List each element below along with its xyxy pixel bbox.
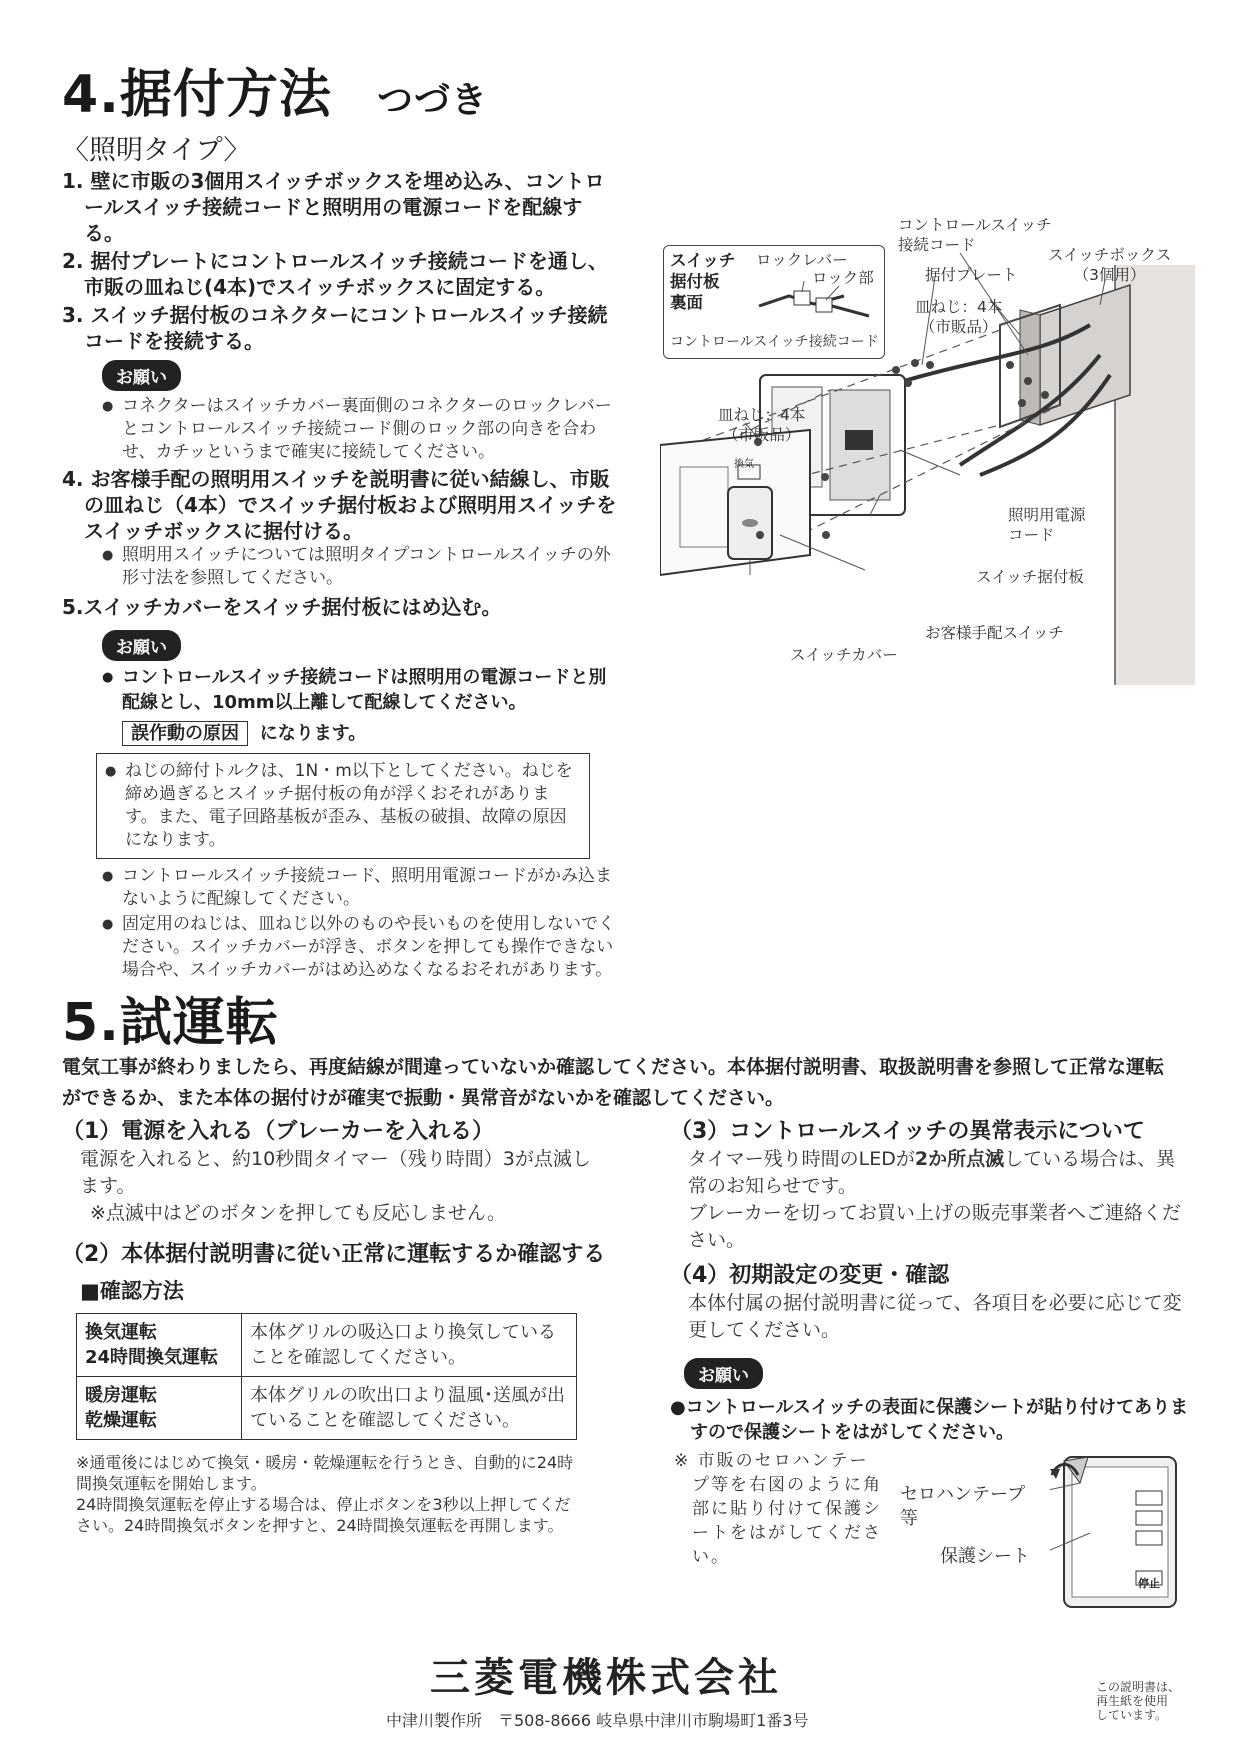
- section4-title-text: 4.据付方法: [62, 65, 332, 125]
- pinch-note: ● コントロールスイッチ接続コード、照明用電源コードがかみ込まないように配線してください。: [102, 865, 622, 911]
- power-on-body: 電源を入れると、約10秒間タイマー（残り時間）3が点滅します。: [80, 1148, 591, 1197]
- install-steps: [62, 168, 622, 982]
- inset-cord-label: コントロールスイッチ接続コード: [670, 334, 879, 350]
- connector-note: ● コネクターはスイッチカバー裏面側のコネクターのロックレバーとコントロールスイッチ接続コード側のロック部の向きを合わせ、カチッというまで確実に接続してください。: [102, 395, 622, 464]
- stop-label: 停止: [1138, 1577, 1160, 1590]
- light-cord-label: 照明用電源 コード: [1008, 506, 1086, 544]
- initial-settings-heading: （4）初期設定の変更・確認: [670, 1263, 950, 1288]
- malfunction-box: 誤作動の原因: [122, 721, 248, 746]
- switch-box-label: スイッチボックス （3個用）: [1048, 246, 1172, 284]
- section4-title: [62, 52, 488, 127]
- request-badge-3-wrap: [684, 1358, 1190, 1389]
- cover-mini-labels: [734, 459, 754, 471]
- request-badge: お願い: [102, 630, 181, 661]
- lighting-switch-note: ● 照明用スイッチについては照明タイプコントロールスイッチの外形寸法を参照してください。: [102, 544, 622, 590]
- request-badge: お願い: [102, 360, 181, 391]
- request-badge-2-wrap: [102, 630, 622, 661]
- table-row: [77, 1377, 577, 1440]
- lighting-type-subtitle: 〈照明タイプ〉: [62, 135, 251, 166]
- section5-title: 5.試運転: [62, 993, 279, 1053]
- mode-cell: 換気運転 24時間換気運転: [77, 1314, 242, 1377]
- test-run-left-column: [62, 1118, 606, 1536]
- mini-label-ventilation: 換気: [734, 459, 754, 470]
- step-5: 5.スイッチカバーをスイッチ据付板にはめ込む。: [62, 595, 502, 619]
- error-contact-body: ブレーカーを切ってお買い上げの販売事業者へご連絡ください。: [688, 1202, 1181, 1251]
- control-cord-label: コントロールスイッチ 接続コード: [898, 216, 1052, 254]
- protect-sheet-label: 保護シート: [940, 1546, 1030, 1567]
- lock-part-label: ロック部: [812, 269, 874, 287]
- check-method-table: [76, 1313, 577, 1440]
- step-2: 2. 据付プレートにコントロールスイッチ接続コードを通し、市販の皿ねじ(4本)でスイッチボックスに固定する。: [62, 249, 608, 299]
- section4-title-suffix: つづき: [377, 80, 489, 121]
- customer-switch-label: お客様手配スイッチ: [925, 624, 1064, 642]
- malfunction-line: [122, 719, 622, 745]
- inset-title: スイッチ 据付板 裏面: [670, 251, 736, 312]
- error-display-heading: （3）コントロールスイッチの異常表示について: [670, 1119, 1145, 1144]
- mount-plate-label: スイッチ据付板: [976, 568, 1084, 586]
- recycled-paper-note: この説明書は、 再生紙を使用 しています。: [1096, 1680, 1181, 1722]
- request-badge: お願い: [684, 1358, 763, 1389]
- torque-warning-box: [96, 753, 590, 859]
- lock-lever-label: ロックレバー: [756, 251, 848, 269]
- step-4: 4. お客様手配の照明用スイッチを説明書に従い結線し、市販の皿ねじ（4本）でスイッチ据付板および照明用スイッチをスイッチボックスに据付ける。: [62, 467, 617, 543]
- tape-area: [670, 1449, 1190, 1639]
- company-address: 中津川製作所 〒508-8666 岐阜県中津川市駒場町1番3号: [386, 1711, 809, 1730]
- 24h-ventilation-note: ※通電後にはじめて換気・暖房・乾燥運転を行うとき、自動的に24時間換気運転を開始します。 24時間換気運転を停止する場合は、停止ボタンを3秒以上押してください。24時間換気ボタンを押すと、24時間換気運転を再開します。: [76, 1453, 574, 1535]
- screw-label-b: 皿ねじ：4本 （市販品）: [718, 406, 806, 444]
- test-run-intro: 電気工事が終わりましたら、再度結線が間違っていないか確認してください。本体据付説明書、取扱説明書を参照して正常な運転ができるか、また本体の据付けが確実で振動・異常音がないかを確認してください。: [62, 1056, 1165, 1109]
- tape-label: セロハンテープ 等: [900, 1484, 1026, 1529]
- tape-note: ※ 市販のセロハンテープ等を右図のように角部に貼り付けて保護シートをはがしてください。: [674, 1451, 882, 1567]
- switch-cover-label: スイッチカバー: [790, 646, 898, 664]
- error-text-a: タイマー残り時間のLEDが: [688, 1148, 915, 1170]
- mode-cell: 暖房運転 乾燥運転: [77, 1377, 242, 1440]
- error-display-body: [688, 1146, 1190, 1200]
- operation-check-heading: （2）本体据付説明書に従い正常に運転するか確認する: [62, 1242, 606, 1267]
- check-method-heading: ■確認方法: [80, 1279, 184, 1303]
- malfunction-suffix: になります。: [259, 723, 367, 744]
- installation-diagram: [660, 205, 1200, 685]
- step-3: 3. スイッチ据付板のコネクターにコントロールスイッチ接続コードを接続する。: [62, 303, 608, 353]
- separate-wiring-note: ● コントロールスイッチ接続コードは照明用の電源コードと別配線とし、10mm以上離して配線してください。: [102, 665, 622, 715]
- test-run-right-column: [670, 1118, 1190, 1639]
- mounting-plate-label: 据付プレート: [925, 266, 1018, 284]
- step-1: 1. 壁に市販の3個用スイッチボックスを埋め込み、コントロールスイッチ接続コードと照明用の電源コードを配線する。: [62, 169, 605, 245]
- connector-inset: [663, 245, 885, 359]
- table-row: [77, 1314, 577, 1377]
- power-on-note: ※点滅中はどのボタンを押しても反応しません。: [90, 1202, 507, 1224]
- request-badge-1-wrap: [102, 360, 622, 391]
- power-on-heading: （1）電源を入れる（ブレーカーを入れる）: [62, 1119, 494, 1144]
- screw-note: ● 固定用のねじは、皿ねじ以外のものや長いものを使用しないでください。スイッチカバーが浮き、ボタンを押しても操作できない場合や、スイッチカバーがはめ込めなくなるおそれがあります。: [102, 913, 622, 982]
- connector: [845, 430, 873, 450]
- screw-label-a: 皿ねじ：4本 （市販品）: [915, 298, 1003, 336]
- desc-cell: 本体グリルの吹出口より温風･送風が出ていることを確認してください。: [242, 1377, 577, 1440]
- control-switch-drawing: [1050, 1453, 1180, 1613]
- desc-cell: 本体グリルの吸込口より換気していることを確認してください。: [242, 1314, 577, 1377]
- error-text-emphasis: 2か所点滅: [914, 1148, 1005, 1170]
- error-text-c: している場合は、異常のお知らせです。: [688, 1148, 1176, 1197]
- torque-note: ● ねじの締付トルクは、1N・m以下としてください。ねじを締め過ぎるとスイッチ据付板の角が浮くおそれがあります。また、電子回路基板が歪み、基板の破損、故障の原因になります。: [105, 760, 581, 852]
- company-name: 三菱電機株式会社: [430, 1655, 782, 1701]
- protect-sheet-note: ●コントロールスイッチの表面に保護シートが貼り付けてありますので保護シートをはがしてください。: [670, 1397, 1189, 1443]
- initial-settings-body: 本体付属の据付説明書に従って、各項目を必要に応じて変更してください。: [688, 1292, 1182, 1341]
